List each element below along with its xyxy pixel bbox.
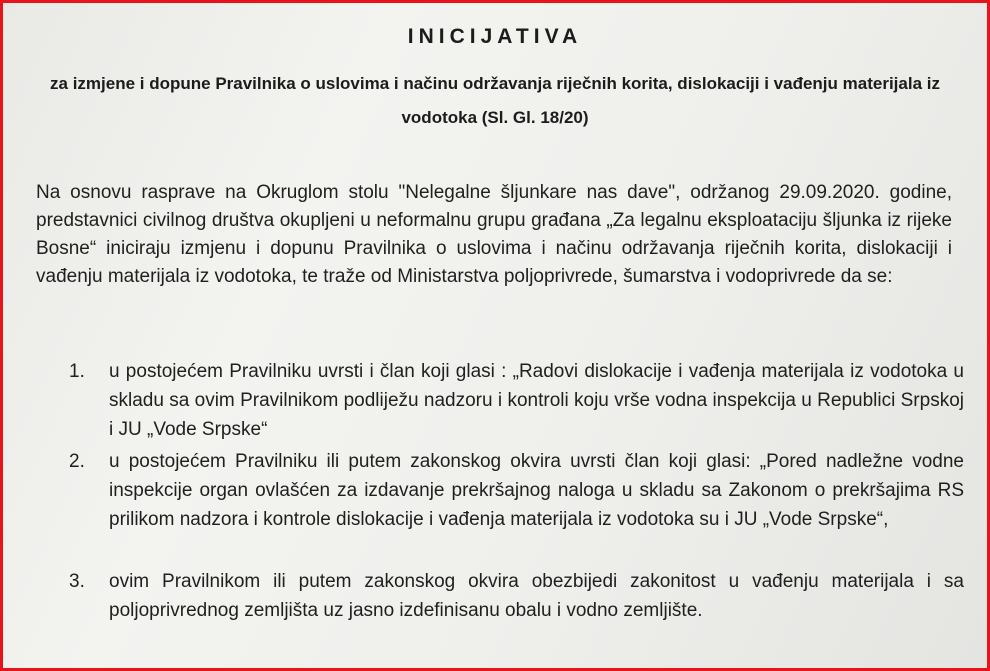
document-subtitle: za izmjene i dopune Pravilnika o uslovima i načinu održavanja riječnih korita, dislokaciji i vađenju materijala iz vodotoka (Sl. Gl. 18/20) <box>50 74 940 127</box>
list-item-text: u postojećem Pravilniku ili putem zakonskog okvira uvrsti član koji glasi: „Pored nadležne vodne inspekcije organ ovlašćen za izdavanje prekršajnog naloga u skladu sa Zakonom o prekršajima RS prilikom nadzora i kontrole dislokacije i vađenja materijala iz vodotoka su i JU „Vode Srpske“, <box>109 451 964 530</box>
list-item-text: u postojećem Pravilniku uvrsti i član koji glasi : „Radovi dislokacije i vađenja materijala iz vodotoka u skladu sa ovim Pravilnikom podliježu nadzoru i kontroli koju vrše vodna inspekcija u Republici Srpskoj i JU „Vode Srpske“ <box>109 361 964 440</box>
list-item-number: 3. <box>69 571 85 592</box>
list-item-number: 2. <box>69 451 85 472</box>
intro-paragraph: Na osnovu rasprave na Okruglom stolu "Nelegalne šljunkare nas dave", održanog 29.09.2020. godine, predstavnici civilnog društva okupljeni u neformalnu grupu građana „Za legalnu eksploataciju šljunka iz rijeke Bosne“ iniciraju izmjenu i dopunu Pravilnika o uslovima i načinu održavanja riječnih korita, dislokaciji i vađenju materijala iz vodotoka, te traže od Ministarstva poljoprivrede, šumarstva i vodoprivrede da se: <box>36 182 952 287</box>
document-page <box>3 3 987 668</box>
list-item-text: ovim Pravilnikom ili putem zakonskog okvira obezbijedi zakonitost u vađenju materijala i sa poljoprivrednog zemljišta uz jasno izdefinisanu obalu i vodno zemljište. <box>109 571 964 621</box>
list-item-number: 1. <box>69 361 85 382</box>
document-title: INICIJATIVA <box>407 25 583 48</box>
